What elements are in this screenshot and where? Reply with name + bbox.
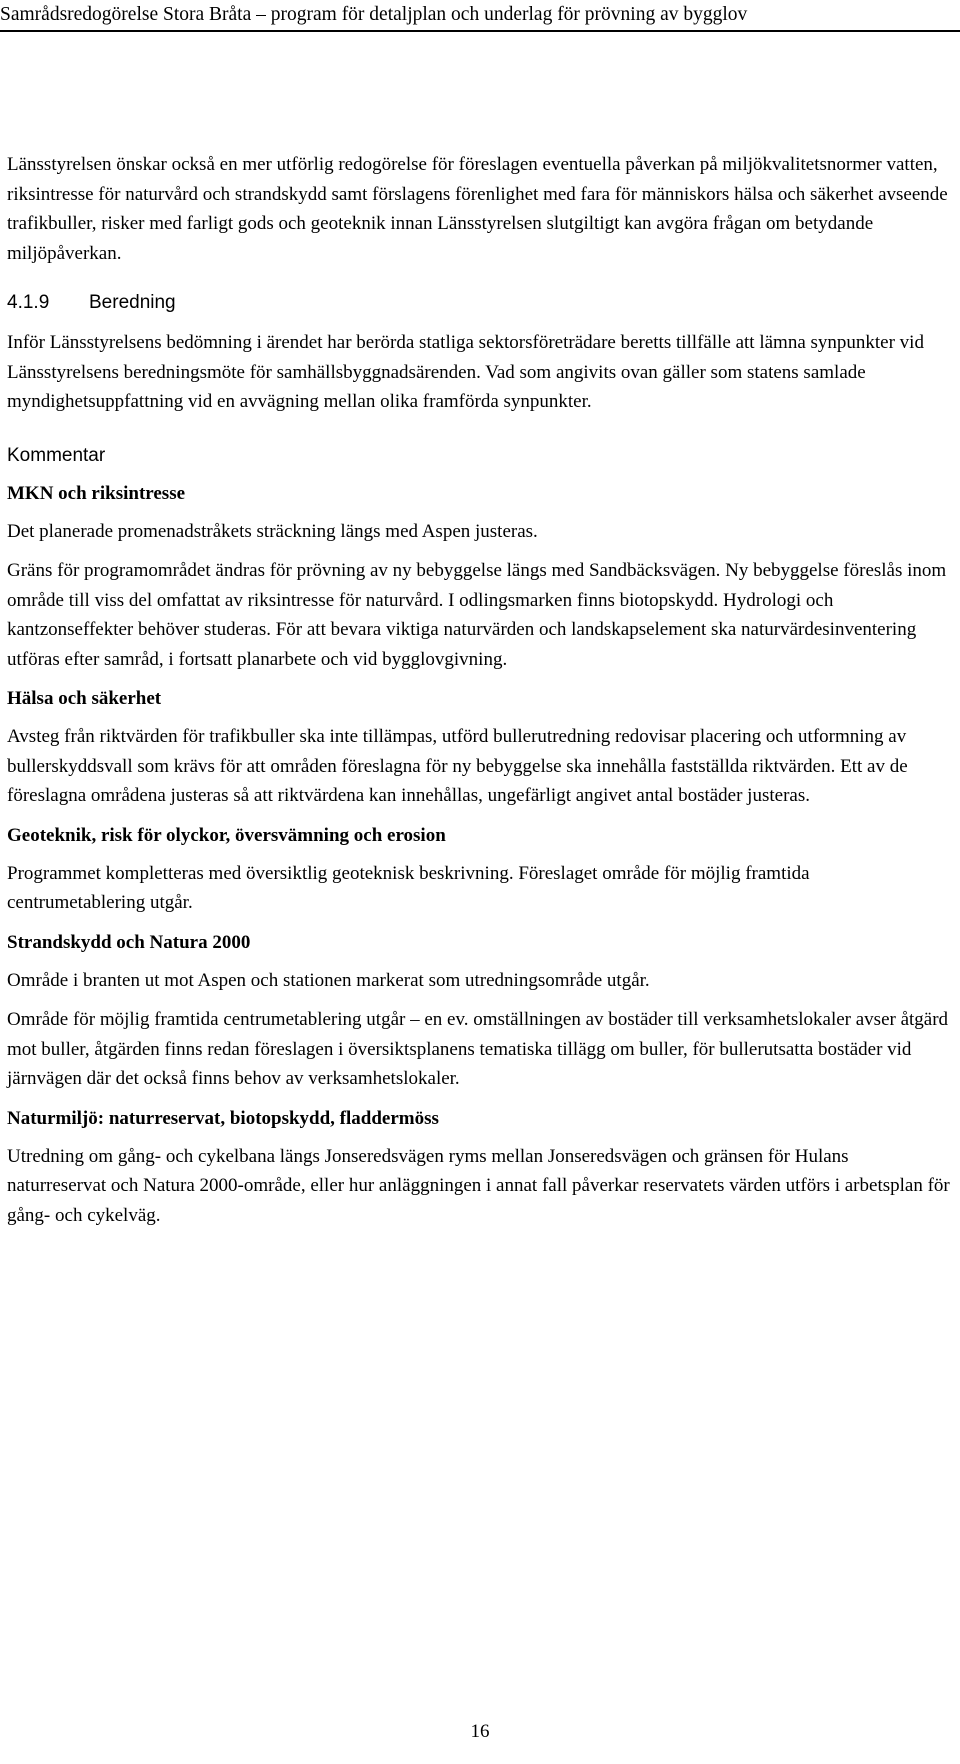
subheading-geoteknik: Geoteknik, risk för olyckor, översvämning och erosion [7,824,446,846]
strandskydd-paragraph-1: Område i branten ut mot Aspen och stationen markerat som utredningsområde utgår. [7,969,650,991]
subheading-mkn: MKN och riksintresse [7,482,186,504]
page-number: 16 [470,1721,490,1742]
header-divider [0,30,960,32]
strandskydd-paragraph-2: Område för möjlig framtida centrumetablering utgår – en ev. omställningen av bostäder till verksamhetslokaler avser åtgärd mot buller, åtgärden finns redan föreslagen i översiktsplanens tematiska tillägg om buller, för bullerutsatta bostäder vid järnvägen där det också finns behov av verksamhetslokaler. [7,1009,949,1089]
subheading-halsa: Hälsa och säkerhet [7,688,162,709]
kommentar-label: Kommentar [7,444,106,466]
section-title: Beredning [89,292,176,313]
mkn-paragraph-2: Gräns för programområdet ändras för prövning av ny bebyggelse längs med Sandbäcksvägen. Ny bebyggelse föreslås inom område till viss del omfattat av riksintresse för naturvård. I odlingsmarken finns biotopskydd. Hydrologi och kantzonseffekter behöver studeras. För att bevara viktiga naturvärden och landskapselement ska naturvärdesinventering utföras efter samråd, i fortsatt planarbete och vid bygglovgivning. [7,560,947,670]
subheading-strandskydd: Strandskydd och Natura 2000 [7,931,251,953]
halsa-paragraph: Avsteg från riktvärden för trafikbuller ska inte tillämpas, utförd bullerutredning redovisar placering och utformning av bullerskyddsvall som krävs för att områden föreslagna för ny bebyggelse ska innehålla fastställda riktvärden. Ett av de föreslagna områdena justeras så att riktvärdena kan innehållas, ungefärligt angivet antal bostäder justeras. [7,726,908,806]
subheading-naturmiljo: Naturmiljö: naturreservat, biotopskydd, fladdermöss [7,1107,439,1129]
beredning-paragraph: Inför Länsstyrelsens bedömning i ärendet har berörda statliga sektorsföreträdare beretts tillfälle att lämna synpunkter vid Länsstyrelsens beredningsmöte för samhällsbyggnadsärenden. Vad som angivits ovan gäller som statens samlade myndighetsuppfattning vid en avvägning mellan olika framförda synpunkter. [7,332,924,412]
mkn-paragraph-1: Det planerade promenadstråkets sträckning längs med Aspen justeras. [7,520,538,542]
running-header: Samrådsredogörelse Stora Bråta – program för detaljplan och underlag för prövning av bygglov [0,4,748,25]
page-body [7,150,952,1230]
geoteknik-paragraph: Programmet kompletteras med översiktlig geoteknisk beskrivning. Föreslaget område för möjlig framtida centrumetablering utgår. [7,862,810,913]
section-heading-beredning [7,288,952,318]
naturmiljo-paragraph: Utredning om gång- och cykelbana längs Jonseredsvägen ryms mellan Jonseredsvägen och gränsen för Hulans naturreservat och Natura 2000-område, eller hur anläggningen i annat fall påverkar reservatets värden utförs i arbetsplan för gång- och cykelväg. [7,1145,950,1226]
intro-paragraph: Länsstyrelsen önskar också en mer utförlig redogörelse för föreslagen eventuella påverkan på miljökvalitetsnormer vatten, riksintresse för naturvård och strandskydd samt förslagens förenlighet med fara för människors hälsa och säkerhet avseende trafikbuller, risker med farligt gods och geoteknik innan Länsstyrelsen slutgiltigt kan avgöra frågan om betydande miljöpåverkan. [7,154,948,264]
section-number: 4.1.9 [7,292,50,313]
